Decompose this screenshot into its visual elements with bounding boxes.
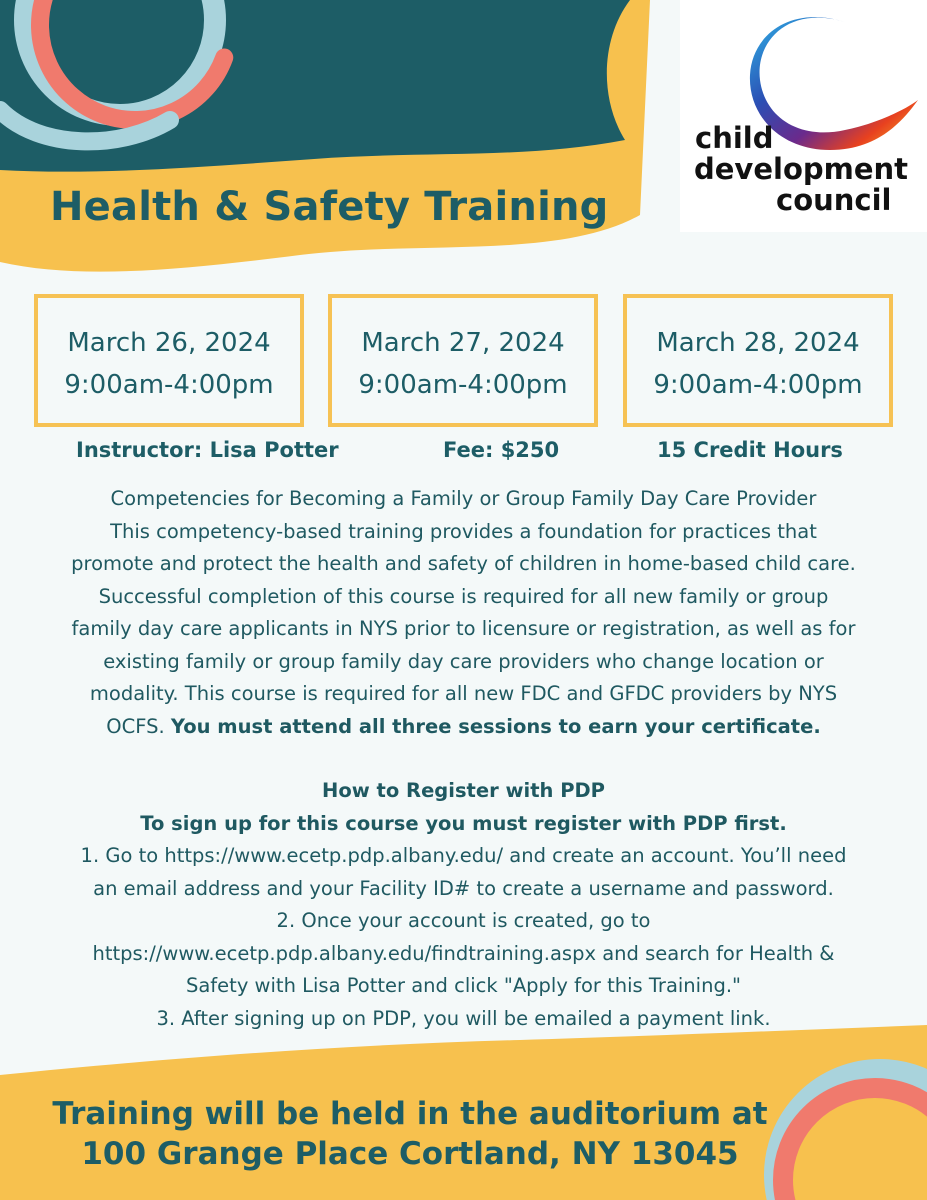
course-description [16,483,911,1035]
description-line: promote and protect the health and safety of children in home-based child care. [71,552,856,575]
register-subheading: To sign up for this course you must register with PDP first. [140,811,787,835]
session-time: 9:00am-4:00pm [653,370,863,400]
instructor-label: Instructor: Lisa Potter [76,438,339,462]
description-line: family day care applicants in NYS prior to licensure or registration, as well as for [71,617,856,640]
description-line: Competencies for Becoming a Family or Group Family Day Care Provider [110,487,817,510]
session-box-1 [34,294,304,427]
description-line: existing family or group family day care providers who change location or [103,649,824,673]
register-heading: How to Register with PDP [322,779,605,802]
description-line: Successful completion of this course is required for all new family or group [98,584,829,608]
location-line: Training will be held in the auditorium at [52,1096,768,1132]
location-footer [40,1094,780,1174]
description-line: modality. This course is required for all new FDC and GFDC providers by NYS [89,682,838,705]
page-title: Health & Safety Training [50,184,609,230]
description-text: OCFS. [106,714,171,738]
session-date: March 28, 2024 [656,328,860,358]
register-step: an email address and your Facility ID# to create a username and password. [93,876,834,900]
register-step: 2. Once your account is created, go to [276,909,651,932]
register-step: https://www.ecetp.pdp.albany.edu/findtraining.aspx and search for Health & [92,941,835,965]
register-step: 3. After signing up on PDP, you will be emailed a payment link. [156,1006,771,1030]
session-box-3 [623,294,893,427]
credit-hours-label: 15 Credit Hours [657,438,843,462]
session-time: 9:00am-4:00pm [358,370,568,400]
location-address: 100 Grange Place Cortland, NY 13045 [81,1136,739,1172]
fee-label: Fee: $250 [443,438,560,462]
certificate-requirement: You must attend all three sessions to earn your certificate. [170,714,821,738]
description-line [16,711,911,744]
register-step: 1. Go to https://www.ecetp.pdp.albany.edu/ and create an account. You’ll need [80,844,847,867]
session-time: 9:00am-4:00pm [64,370,274,400]
register-step: Safety with Lisa Potter and click "Apply for this Training." [185,974,741,997]
logo-line-child: child [695,121,774,155]
session-date: March 27, 2024 [361,328,565,358]
description-line: This competency-based training provides a foundation for practices that [110,519,817,543]
logo-line-development: development [694,152,909,186]
logo-line-council: council [776,183,892,217]
logo-wordmark [694,123,909,216]
session-date: March 26, 2024 [67,328,271,358]
session-box-2 [328,294,598,427]
